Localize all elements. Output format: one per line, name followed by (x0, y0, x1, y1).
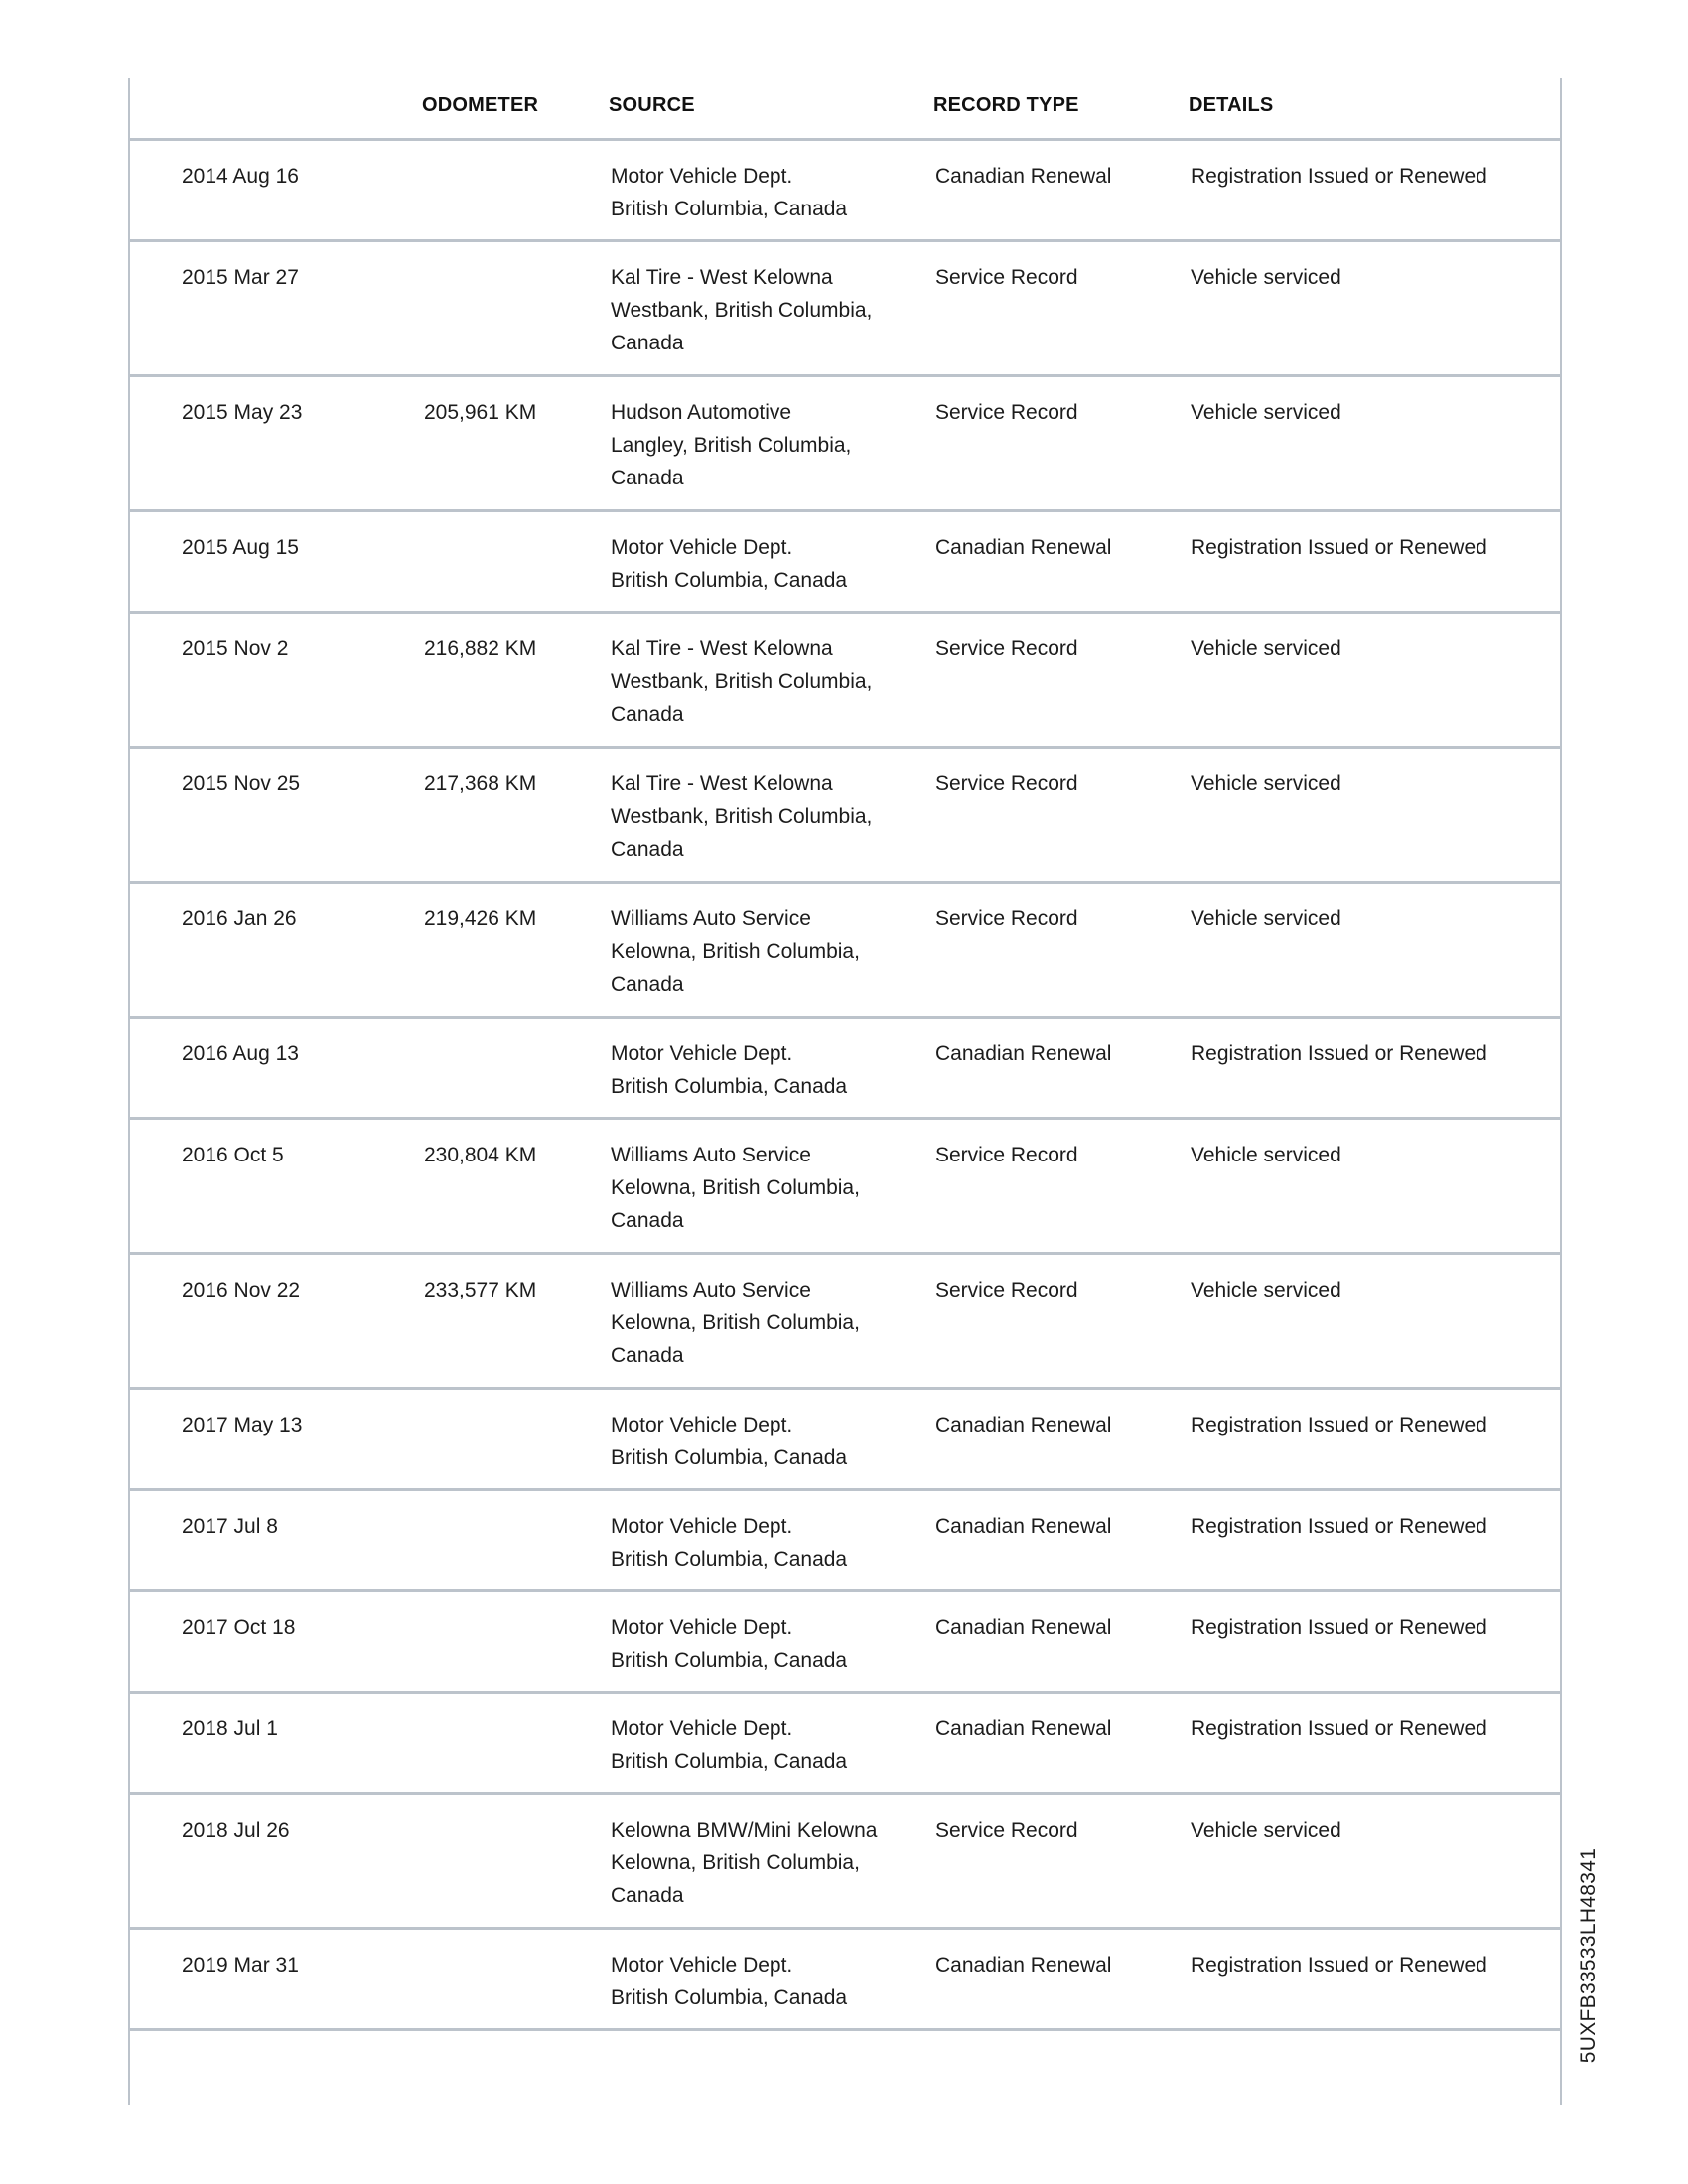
row-source-line: British Columbia, Canada (611, 1649, 848, 1672)
row-date: 2015 Mar 27 (182, 266, 299, 289)
row-date: 2017 May 13 (182, 1414, 303, 1436)
row-source-line: Canada (611, 332, 684, 354)
table-row (130, 1491, 1560, 1592)
row-date: 2016 Nov 22 (182, 1279, 301, 1301)
row-details: Vehicle serviced (1191, 1819, 1341, 1842)
row-source (611, 1409, 909, 1474)
row-source (611, 531, 909, 597)
row-details: Registration Issued or Renewed (1191, 1515, 1487, 1538)
row-source-line: Williams Auto Service (611, 907, 811, 930)
row-details: Vehicle serviced (1191, 907, 1341, 930)
row-record-type: Canadian Renewal (935, 1414, 1112, 1436)
row-odometer: 205,961 KM (424, 401, 537, 424)
row-details: Vehicle serviced (1191, 1279, 1341, 1301)
row-details: Registration Issued or Renewed (1191, 1414, 1487, 1436)
row-source-line: Motor Vehicle Dept. (611, 1515, 793, 1538)
row-source-line: Kelowna, British Columbia, (611, 1176, 860, 1199)
row-odometer: 219,426 KM (424, 907, 537, 930)
row-details: Vehicle serviced (1191, 772, 1341, 795)
row-odometer: 233,577 KM (424, 1279, 537, 1301)
row-source-line: Motor Vehicle Dept. (611, 165, 793, 188)
row-record-type: Service Record (935, 907, 1078, 930)
row-source-line: Williams Auto Service (611, 1144, 811, 1166)
row-source (611, 1814, 909, 1912)
vin-label: 5UXFB33533LH48341 (1577, 1847, 1600, 2064)
row-record-type: Service Record (935, 637, 1078, 660)
row-source-line: British Columbia, Canada (611, 1548, 848, 1570)
table-header (130, 78, 1560, 141)
row-details: Registration Issued or Renewed (1191, 1616, 1487, 1639)
row-source-line: Kelowna, British Columbia, (611, 940, 860, 963)
row-source-line: British Columbia, Canada (611, 1446, 848, 1469)
row-source (611, 261, 909, 359)
row-source-line: Motor Vehicle Dept. (611, 1616, 793, 1639)
row-source-line: Motor Vehicle Dept. (611, 536, 793, 559)
row-details: Registration Issued or Renewed (1191, 165, 1487, 188)
row-source-line: British Columbia, Canada (611, 1750, 848, 1773)
row-date: 2014 Aug 16 (182, 165, 299, 188)
row-date: 2016 Jan 26 (182, 907, 297, 930)
row-source-line: Canada (611, 1209, 684, 1232)
row-source-line: Hudson Automotive (611, 401, 792, 424)
row-source-line: Motor Vehicle Dept. (611, 1717, 793, 1740)
table-row (130, 141, 1560, 242)
row-source-line: Kal Tire - West Kelowna (611, 266, 833, 289)
table-body (130, 141, 1560, 2031)
row-details: Registration Issued or Renewed (1191, 1717, 1487, 1740)
table-row (130, 1255, 1560, 1390)
row-source-line: Westbank, British Columbia, (611, 805, 873, 828)
row-record-type: Canadian Renewal (935, 165, 1112, 188)
row-source-line: Motor Vehicle Dept. (611, 1954, 793, 1977)
row-odometer: 217,368 KM (424, 772, 537, 795)
vehicle-history-table (130, 78, 1560, 2031)
row-details: Vehicle serviced (1191, 401, 1341, 424)
row-details: Registration Issued or Renewed (1191, 536, 1487, 559)
row-source (611, 160, 909, 225)
row-details: Vehicle serviced (1191, 266, 1341, 289)
header-odometer: ODOMETER (422, 94, 539, 116)
row-date: 2017 Jul 8 (182, 1515, 278, 1538)
row-source (611, 902, 909, 1001)
row-source-line: British Columbia, Canada (611, 1075, 848, 1098)
table-row (130, 1930, 1560, 2031)
row-record-type: Service Record (935, 1819, 1078, 1842)
row-source-line: Kelowna, British Columbia, (611, 1311, 860, 1334)
row-date: 2015 Nov 25 (182, 772, 301, 795)
table-row (130, 1019, 1560, 1120)
table-row (130, 1390, 1560, 1491)
row-source (611, 767, 909, 866)
row-date: 2016 Aug 13 (182, 1042, 299, 1065)
row-record-type: Canadian Renewal (935, 1954, 1112, 1977)
row-record-type: Service Record (935, 1144, 1078, 1166)
row-source-line: Canada (611, 703, 684, 726)
row-source (611, 1611, 909, 1677)
row-source (611, 1274, 909, 1372)
row-record-type: Service Record (935, 266, 1078, 289)
row-record-type: Canadian Renewal (935, 1515, 1112, 1538)
row-source-line: Canada (611, 973, 684, 996)
table-row (130, 884, 1560, 1019)
row-source (611, 1037, 909, 1103)
row-record-type: Canadian Renewal (935, 1616, 1112, 1639)
table-row (130, 749, 1560, 884)
row-source-line: Canada (611, 838, 684, 861)
table-row (130, 377, 1560, 512)
row-source-line: Motor Vehicle Dept. (611, 1414, 793, 1436)
row-date: 2018 Jul 1 (182, 1717, 278, 1740)
row-details: Registration Issued or Renewed (1191, 1042, 1487, 1065)
row-date: 2015 Nov 2 (182, 637, 289, 660)
row-source-line: Westbank, British Columbia, (611, 299, 873, 322)
row-source (611, 632, 909, 731)
table-row (130, 1795, 1560, 1930)
row-source-line: Canada (611, 1344, 684, 1367)
row-source (611, 396, 909, 494)
row-source-line: Langley, British Columbia, (611, 434, 852, 457)
row-date: 2016 Oct 5 (182, 1144, 284, 1166)
row-source-line: Motor Vehicle Dept. (611, 1042, 793, 1065)
row-record-type: Service Record (935, 401, 1078, 424)
row-date: 2015 Aug 15 (182, 536, 299, 559)
row-details: Vehicle serviced (1191, 1144, 1341, 1166)
row-date: 2015 May 23 (182, 401, 303, 424)
row-details: Vehicle serviced (1191, 637, 1341, 660)
row-source-line: Kal Tire - West Kelowna (611, 637, 833, 660)
table-row (130, 242, 1560, 377)
header-source: SOURCE (609, 94, 695, 116)
table-row (130, 512, 1560, 614)
row-record-type: Canadian Renewal (935, 1042, 1112, 1065)
row-record-type: Service Record (935, 772, 1078, 795)
row-source-line: Canada (611, 467, 684, 489)
row-record-type: Canadian Renewal (935, 536, 1112, 559)
row-source-line: Kal Tire - West Kelowna (611, 772, 833, 795)
row-date: 2018 Jul 26 (182, 1819, 290, 1842)
row-source-line: Canada (611, 1884, 684, 1907)
row-odometer: 230,804 KM (424, 1144, 537, 1166)
row-record-type: Service Record (935, 1279, 1078, 1301)
row-source-line: Westbank, British Columbia, (611, 670, 873, 693)
row-source (611, 1139, 909, 1237)
table-row (130, 1694, 1560, 1795)
row-details: Registration Issued or Renewed (1191, 1954, 1487, 1977)
row-date: 2017 Oct 18 (182, 1616, 296, 1639)
row-source-line: Kelowna BMW/Mini Kelowna (611, 1819, 878, 1842)
row-source (611, 1949, 909, 2014)
row-record-type: Canadian Renewal (935, 1717, 1112, 1740)
row-source-line: Williams Auto Service (611, 1279, 811, 1301)
row-source-line: British Columbia, Canada (611, 198, 848, 220)
row-source (611, 1712, 909, 1778)
table-row (130, 1592, 1560, 1694)
row-source-line: Kelowna, British Columbia, (611, 1851, 860, 1874)
row-date: 2019 Mar 31 (182, 1954, 299, 1977)
row-source-line: British Columbia, Canada (611, 569, 848, 592)
row-source-line: British Columbia, Canada (611, 1986, 848, 2009)
row-odometer: 216,882 KM (424, 637, 537, 660)
table-row (130, 614, 1560, 749)
header-details: DETAILS (1189, 94, 1274, 116)
header-record-type: RECORD TYPE (933, 94, 1079, 116)
row-source (611, 1510, 909, 1575)
table-row (130, 1120, 1560, 1255)
